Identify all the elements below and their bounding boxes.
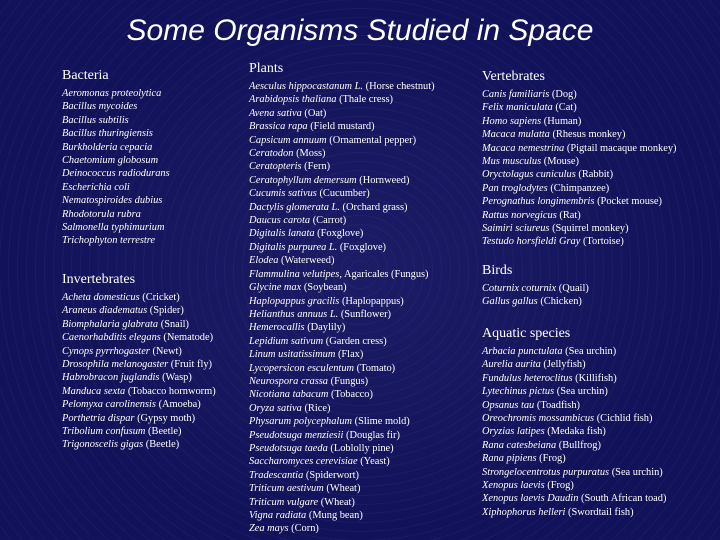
- scientific-name: Pseudotsuga menziesii: [249, 429, 344, 441]
- organism-item: [249, 482, 469, 495]
- common-name: (Rat): [559, 209, 581, 221]
- bacteria-heading: Bacteria: [62, 68, 109, 83]
- aquatic-species-list: [482, 345, 717, 519]
- organism-item: [249, 80, 469, 93]
- scientific-name: Strongelocentrotus purpuratus: [482, 466, 610, 478]
- scientific-name: Aesculus hippocastanum L.: [249, 81, 364, 92]
- scientific-name: Triticum aestivum: [249, 483, 324, 495]
- organism-item: [482, 155, 717, 168]
- scientific-name: Homo sapiens: [482, 115, 542, 127]
- organism-item: [62, 181, 232, 194]
- organism-item: [249, 201, 469, 214]
- common-name: (Rabbit): [578, 169, 614, 181]
- invertebrates-list: [62, 291, 242, 452]
- scientific-name: Mus musculus: [482, 156, 542, 168]
- vertebrates-list: [482, 88, 717, 249]
- organism-item: [249, 509, 469, 522]
- scientific-name: Helianthus annuus L.: [249, 308, 339, 320]
- organism-item: [249, 93, 469, 106]
- common-name: (Snail): [160, 318, 190, 330]
- common-name: (Swordtail fish): [568, 506, 634, 518]
- organism-item: [482, 412, 717, 425]
- scientific-name: Nematospiroides dubius: [62, 195, 163, 207]
- organism-item: [249, 187, 469, 200]
- scientific-name: Pelomyxa carolinensis: [62, 399, 156, 411]
- scientific-name: Ceratophyllum demersum: [249, 174, 357, 186]
- scientific-name: Chaetomium globosum: [62, 155, 159, 167]
- aquatic-species-section: [482, 326, 717, 519]
- organism-item: [62, 208, 232, 221]
- scientific-name: Bacillus mycoides: [62, 101, 138, 113]
- common-name: (Flax): [337, 349, 364, 361]
- scientific-name: Ceratopteris: [249, 161, 302, 173]
- organism-item: [249, 388, 469, 401]
- common-name: (Foxglove): [339, 241, 387, 253]
- scientific-name: Fundulus heteroclitus: [482, 372, 573, 384]
- organism-item: [62, 194, 232, 207]
- scientific-name: Deinococcus radiodurans: [62, 168, 170, 180]
- organism-item: [249, 295, 469, 308]
- organism-item: [62, 154, 232, 167]
- organism-item: [482, 235, 717, 248]
- common-name: (Medaka fish): [547, 426, 606, 438]
- organism-item: [249, 496, 469, 509]
- common-name: (Newt): [152, 345, 182, 357]
- scientific-name: Bacillus thuringiensis: [62, 128, 153, 140]
- slide-title: Some Organisms Studied in Space: [126, 14, 594, 47]
- common-name: (Beetle): [145, 439, 180, 451]
- scientific-name: Acheta domesticus: [62, 292, 140, 303]
- common-name: Agaricales (Fungus): [343, 268, 429, 280]
- organism-item: [482, 492, 717, 505]
- scientific-name: Gallus gallus: [482, 296, 538, 308]
- common-name: (Gypsy moth): [137, 412, 196, 424]
- common-name: (Jellyfish): [543, 359, 586, 371]
- scientific-name: Pan troglodytes: [482, 182, 548, 194]
- organism-item: [62, 127, 232, 140]
- organism-item: [482, 345, 717, 358]
- scientific-name: Oryza sativa: [249, 402, 302, 414]
- organism-item: [249, 415, 469, 428]
- organism-item: [249, 107, 469, 120]
- organism-item: [62, 438, 242, 451]
- bacteria-list: [62, 87, 232, 248]
- common-name: (Human): [543, 115, 582, 127]
- plants-heading: Plants: [249, 61, 284, 76]
- common-name: (Sea urchin): [611, 466, 663, 478]
- scientific-name: Physarum polycephalum: [249, 416, 353, 428]
- organism-item: [249, 308, 469, 321]
- common-name: (Yeast): [360, 456, 390, 468]
- scientific-name: Biomphalaria glabrata: [62, 318, 159, 330]
- scientific-name: Salmonella typhimurium: [62, 222, 165, 234]
- scientific-name: Nicotiana tabacum: [249, 389, 329, 401]
- scientific-name: Triticum vulgare: [249, 496, 319, 508]
- common-name: (Wheat): [326, 483, 361, 495]
- organism-item: [62, 141, 232, 154]
- scientific-name: Coturnix coturnix: [482, 283, 557, 294]
- organism-item: [249, 227, 469, 240]
- bacteria-section: [62, 68, 232, 248]
- organism-item: [62, 100, 232, 113]
- common-name: (Toadfish): [536, 399, 580, 411]
- organism-item: [249, 362, 469, 375]
- scientific-name: Haplopappus gracilis: [249, 295, 340, 307]
- organism-item: [482, 222, 717, 235]
- invertebrates-heading: Invertebrates: [62, 272, 136, 287]
- scientific-name: Rana catesbeiana: [482, 439, 557, 451]
- scientific-name: Cynops pyrrhogaster: [62, 345, 150, 357]
- scientific-name: Burkholderia cepacia: [62, 141, 153, 153]
- scientific-name: Araneus diadematus: [62, 305, 148, 317]
- common-name: (Rice): [304, 402, 331, 414]
- organism-item: [62, 371, 242, 384]
- scientific-name: Saimiri sciureus: [482, 223, 550, 235]
- scientific-name: Macaca nemestrina: [482, 142, 565, 154]
- birds-section: [482, 263, 702, 309]
- common-name: (Ornamental pepper): [329, 134, 417, 146]
- organism-item: [62, 385, 242, 398]
- organism-item: [482, 209, 717, 222]
- organism-item: [249, 268, 469, 281]
- common-name: (Spiderwort): [305, 469, 359, 481]
- invertebrates-section: [62, 272, 242, 452]
- common-name: (Quail): [558, 283, 589, 294]
- organism-item: [62, 358, 242, 371]
- organism-item: [62, 412, 242, 425]
- organism-item: [62, 234, 232, 247]
- organism-item: [249, 134, 469, 147]
- vertebrates-heading: Vertebrates: [482, 69, 545, 84]
- scientific-name: Caenorhabditis elegans: [62, 332, 161, 344]
- scientific-name: Linum usitatissimum: [249, 349, 336, 361]
- common-name: (Corn): [291, 523, 319, 535]
- organism-item: [62, 167, 232, 180]
- common-name: (Garden cress): [325, 335, 387, 347]
- organism-item: [482, 479, 717, 492]
- organism-item: [482, 128, 717, 141]
- organism-item: [482, 439, 717, 452]
- scientific-name: Bacillus subtilis: [62, 114, 129, 126]
- organism-item: [249, 254, 469, 267]
- scientific-name: Testudo horsfieldi Gray: [482, 236, 581, 248]
- scientific-name: Aurelia aurita: [482, 359, 541, 371]
- scientific-name: Zea mays: [249, 523, 289, 535]
- organism-item: [482, 295, 702, 308]
- common-name: (Cichlid fish): [596, 413, 653, 425]
- scientific-name: Tribolium confusum: [62, 426, 146, 438]
- common-name: (Slime mold): [354, 416, 410, 428]
- organism-item: [482, 115, 717, 128]
- common-name: (Tomato): [356, 362, 396, 374]
- scientific-name: Perognathus longimembris: [482, 196, 595, 208]
- common-name: (Hornweed): [359, 174, 410, 186]
- organism-item: [249, 522, 469, 535]
- scientific-name: Glycine max: [249, 282, 302, 294]
- common-name: (Spider): [149, 305, 184, 317]
- organism-item: [482, 358, 717, 371]
- common-name: (Thale cress): [339, 94, 394, 106]
- scientific-name: Digitalis purpurea L.: [249, 241, 338, 253]
- organism-item: [62, 304, 242, 317]
- organism-item: [249, 469, 469, 482]
- scientific-name: Trichophyton terrestre: [62, 235, 156, 247]
- common-name: (Wheat): [320, 496, 355, 508]
- scientific-name: Felix maniculata: [482, 102, 553, 114]
- common-name: (Loblolly pine): [330, 442, 394, 454]
- scientific-name: Trigonoscelis gigas: [62, 439, 144, 451]
- common-name: (Chimpanzee): [550, 182, 610, 194]
- scientific-name: Arbacia punctulata: [482, 346, 563, 357]
- organism-item: [482, 195, 717, 208]
- scientific-name: Cucumis sativus: [249, 188, 317, 200]
- common-name: (Horse chestnut): [365, 81, 435, 92]
- scientific-name: Canis familiaris: [482, 89, 550, 100]
- scientific-name: Lepidium sativum: [249, 335, 324, 347]
- organism-item: [482, 452, 717, 465]
- scientific-name: Opsanus tau: [482, 399, 535, 411]
- common-name: (Pigtail macaque monkey): [566, 142, 677, 154]
- common-name: (Cricket): [142, 292, 180, 303]
- scientific-name: Pseudotsuga taeda: [249, 442, 328, 454]
- scientific-name: Drosophila melanogaster: [62, 359, 169, 371]
- common-name: (Fern): [304, 161, 331, 173]
- common-name: (Dog): [551, 89, 577, 100]
- scientific-name: Digitalis lanata: [249, 228, 315, 240]
- vertebrates-section: [482, 69, 717, 249]
- common-name: (Sea urchin): [565, 346, 617, 357]
- scientific-name: Rhodotorula rubra: [62, 208, 141, 220]
- scientific-name: Brassica rapa: [249, 121, 308, 133]
- common-name: (Oat): [304, 107, 327, 119]
- scientific-name: Avena sativa: [249, 107, 302, 119]
- organism-item: [249, 160, 469, 173]
- common-name: (Nematode): [163, 332, 214, 344]
- organism-item: [482, 182, 717, 195]
- organism-item: [482, 506, 717, 519]
- scientific-name: Oryctolagus cuniculus: [482, 169, 576, 181]
- organism-item: [249, 321, 469, 334]
- organism-item: [249, 455, 469, 468]
- scientific-name: Elodea: [249, 255, 279, 267]
- scientific-name: Dactylis glomerata L.: [249, 201, 340, 213]
- common-name: (Tobacco hornworm): [127, 385, 216, 397]
- organism-item: [249, 375, 469, 388]
- organism-item: [62, 318, 242, 331]
- organism-item: [249, 174, 469, 187]
- common-name: (Killifish): [575, 372, 617, 384]
- scientific-name: Flammulina velutipes,: [249, 268, 342, 280]
- organism-item: [482, 399, 717, 412]
- scientific-name: Capsicum annuum: [249, 134, 327, 146]
- scientific-name: Hemerocallis: [249, 322, 305, 334]
- common-name: (Chicken): [540, 296, 582, 308]
- organism-item: [62, 221, 232, 234]
- organism-item: [249, 120, 469, 133]
- organism-item: [482, 88, 717, 101]
- scientific-name: Neurospora crassa: [249, 375, 328, 387]
- organism-item: [249, 402, 469, 415]
- common-name: (Beetle): [148, 426, 182, 438]
- common-name: (Orchard grass): [342, 201, 408, 213]
- organism-item: [482, 142, 717, 155]
- organism-item: [249, 147, 469, 160]
- organism-item: [249, 348, 469, 361]
- organism-item: [249, 241, 469, 254]
- scientific-name: Porthetria dispar: [62, 412, 135, 424]
- common-name: (Field mustard): [310, 121, 375, 133]
- scientific-name: Manduca sexta: [62, 385, 126, 397]
- scientific-name: Arabidopsis thaliana: [249, 94, 337, 106]
- scientific-name: Saccharomyces cerevisiae: [249, 456, 358, 468]
- scientific-name: Vigna radiata: [249, 510, 307, 521]
- scientific-name: Macaca mulatta: [482, 129, 550, 141]
- scientific-name: Escherichia coli: [62, 181, 130, 193]
- organism-item: [62, 291, 242, 304]
- common-name: (Wasp): [162, 372, 192, 384]
- common-name: (Squirrel monkey): [552, 223, 629, 235]
- organism-item: [482, 101, 717, 114]
- organism-item: [62, 345, 242, 358]
- scientific-name: Lycopersicon esculentum: [249, 362, 355, 374]
- organism-item: [62, 87, 232, 100]
- common-name: (Carrot): [312, 215, 347, 227]
- common-name: (Mouse): [543, 156, 579, 168]
- scientific-name: Xenopus laevis: [482, 480, 545, 492]
- organism-item: [249, 281, 469, 294]
- organism-item: [482, 282, 702, 295]
- scientific-name: Aeromonas proteolytica: [62, 88, 162, 99]
- common-name: (Mung bean): [308, 510, 363, 521]
- organism-item: [482, 372, 717, 385]
- common-name: (Soybean): [303, 282, 347, 294]
- common-name: (Frog): [547, 480, 574, 492]
- organism-item: [482, 168, 717, 181]
- scientific-name: Xiphophorus helleri: [482, 506, 566, 518]
- common-name: (Pocket mouse): [597, 196, 663, 208]
- organism-item: [482, 385, 717, 398]
- common-name: (Haplopappus): [341, 295, 404, 307]
- aquatic-species-heading: Aquatic species: [482, 326, 571, 341]
- organism-item: [62, 331, 242, 344]
- common-name: (Fungus): [330, 375, 369, 387]
- organism-item: [482, 425, 717, 438]
- organism-item: [249, 335, 469, 348]
- birds-heading: Birds: [482, 263, 513, 278]
- scientific-name: Daucus carota: [249, 215, 311, 227]
- common-name: (Tobacco): [330, 389, 373, 401]
- organism-item: [62, 425, 242, 438]
- organism-item: [249, 214, 469, 227]
- scientific-name: Rana pipiens: [482, 453, 537, 465]
- common-name: (Fruit fly): [170, 359, 213, 371]
- organism-item: [62, 114, 232, 127]
- scientific-name: Rattus norvegicus: [482, 209, 557, 221]
- scientific-name: Tradescantia: [249, 469, 304, 481]
- scientific-name: Oryzias latipes: [482, 426, 545, 438]
- scientific-name: Ceratodon: [249, 148, 294, 160]
- organism-item: [62, 398, 242, 411]
- common-name: (Cat): [555, 102, 577, 114]
- scientific-name: Xenopus laevis Daudin: [482, 493, 579, 505]
- common-name: (Tortoise): [582, 236, 624, 248]
- common-name: (South African toad): [581, 493, 667, 505]
- common-name: (Cucumber): [319, 188, 370, 200]
- plants-list: [249, 80, 469, 536]
- common-name: (Moss): [296, 148, 326, 160]
- scientific-name: Habrobracon juglandis: [62, 372, 160, 384]
- common-name: (Waterweed): [281, 255, 335, 267]
- birds-list: [482, 282, 702, 309]
- common-name: (Amoeba): [158, 399, 201, 411]
- organism-item: [249, 442, 469, 455]
- common-name: (Douglas fir): [345, 429, 400, 441]
- scientific-name: Lytechinus pictus: [482, 386, 555, 398]
- common-name: (Frog): [539, 453, 566, 465]
- common-name: (Daylily): [307, 322, 346, 334]
- common-name: (Sunflower): [340, 308, 392, 320]
- common-name: (Foxglove): [317, 228, 364, 240]
- plants-section: [249, 61, 469, 536]
- common-name: (Rhesus monkey): [552, 129, 626, 141]
- common-name: (Bullfrog): [558, 439, 601, 451]
- organism-item: [482, 466, 717, 479]
- scientific-name: Oreochromis mossambicus: [482, 413, 595, 425]
- organism-item: [249, 429, 469, 442]
- common-name: (Sea urchin): [556, 386, 608, 398]
